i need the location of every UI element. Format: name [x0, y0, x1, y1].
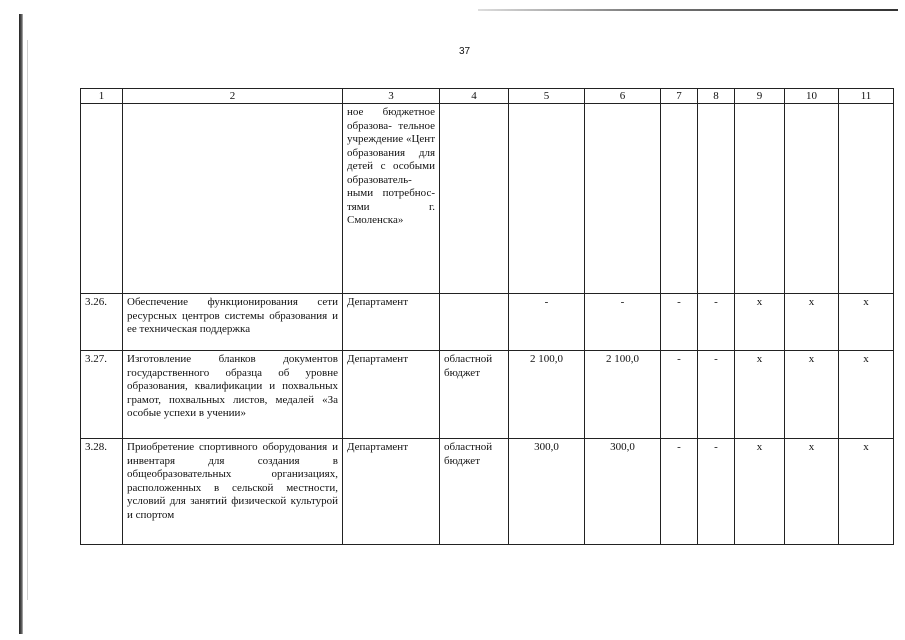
value-cell — [509, 104, 585, 294]
value-cell: x — [735, 294, 785, 351]
value-cell: x — [839, 439, 894, 545]
funding-source — [440, 104, 509, 294]
header-cell: 11 — [839, 89, 894, 104]
value-cell: 300,0 — [509, 439, 585, 545]
value-cell: - — [585, 294, 661, 351]
table-row — [81, 439, 894, 545]
value-cell: x — [839, 351, 894, 439]
value-cell — [785, 104, 839, 294]
header-cell: 6 — [585, 89, 661, 104]
header-cell: 5 — [509, 89, 585, 104]
executor: Департамент — [343, 294, 440, 351]
value-cell: 2 100,0 — [585, 351, 661, 439]
value-cell: - — [698, 439, 735, 545]
header-cell: 9 — [735, 89, 785, 104]
header-cell: 8 — [698, 89, 735, 104]
value-cell: x — [785, 351, 839, 439]
value-cell: x — [839, 294, 894, 351]
row-number: 3.27. — [81, 351, 123, 439]
table-row — [81, 351, 894, 439]
value-cell: - — [509, 294, 585, 351]
table-row — [81, 104, 894, 294]
scan-left-line — [27, 40, 28, 600]
funding-source: областной бюджет — [440, 439, 509, 545]
value-cell: - — [698, 351, 735, 439]
header-cell: 1 — [81, 89, 123, 104]
funding-source — [440, 294, 509, 351]
executor: ное бюджетное образова- тельное учреждение «Цент образования для детей с особыми образователь- ными потребнос- тями г. Смоленска» — [343, 104, 440, 294]
table-header-row — [81, 89, 894, 104]
scan-top-edge — [478, 9, 898, 11]
value-cell: - — [661, 439, 698, 545]
value-cell — [839, 104, 894, 294]
program-table — [80, 88, 894, 545]
page-number: 37 — [458, 46, 471, 57]
value-cell: 2 100,0 — [509, 351, 585, 439]
measure-name: Изготовление бланков документов государственного образца об уровне образования, квалификации и похвальных грамот, похвальных листов, медалей «За особые успехи в учении» — [123, 351, 343, 439]
measure-name: Обеспечение функционирования сети ресурсных центров системы образования и ее техническая поддержка — [123, 294, 343, 351]
value-cell: - — [661, 351, 698, 439]
funding-source: областной бюджет — [440, 351, 509, 439]
scan-left-edge — [19, 14, 23, 634]
measure-name — [123, 104, 343, 294]
value-cell — [735, 104, 785, 294]
executor: Департамент — [343, 439, 440, 545]
row-number — [81, 104, 123, 294]
value-cell: x — [735, 351, 785, 439]
value-cell: x — [785, 294, 839, 351]
header-cell: 7 — [661, 89, 698, 104]
value-cell — [585, 104, 661, 294]
measure-name: Приобретение спортивного оборудования и инвентаря для создания в общеобразовательных организациях, расположенных в сельской местности, условий для занятий физической культурой и спортом — [123, 439, 343, 545]
header-cell: 2 — [123, 89, 343, 104]
value-cell — [661, 104, 698, 294]
table-row — [81, 294, 894, 351]
header-cell: 3 — [343, 89, 440, 104]
value-cell: x — [785, 439, 839, 545]
value-cell: 300,0 — [585, 439, 661, 545]
header-cell: 4 — [440, 89, 509, 104]
value-cell: - — [698, 294, 735, 351]
header-cell: 10 — [785, 89, 839, 104]
value-cell: - — [661, 294, 698, 351]
row-number: 3.28. — [81, 439, 123, 545]
executor: Департамент — [343, 351, 440, 439]
value-cell: x — [735, 439, 785, 545]
row-number: 3.26. — [81, 294, 123, 351]
value-cell — [698, 104, 735, 294]
